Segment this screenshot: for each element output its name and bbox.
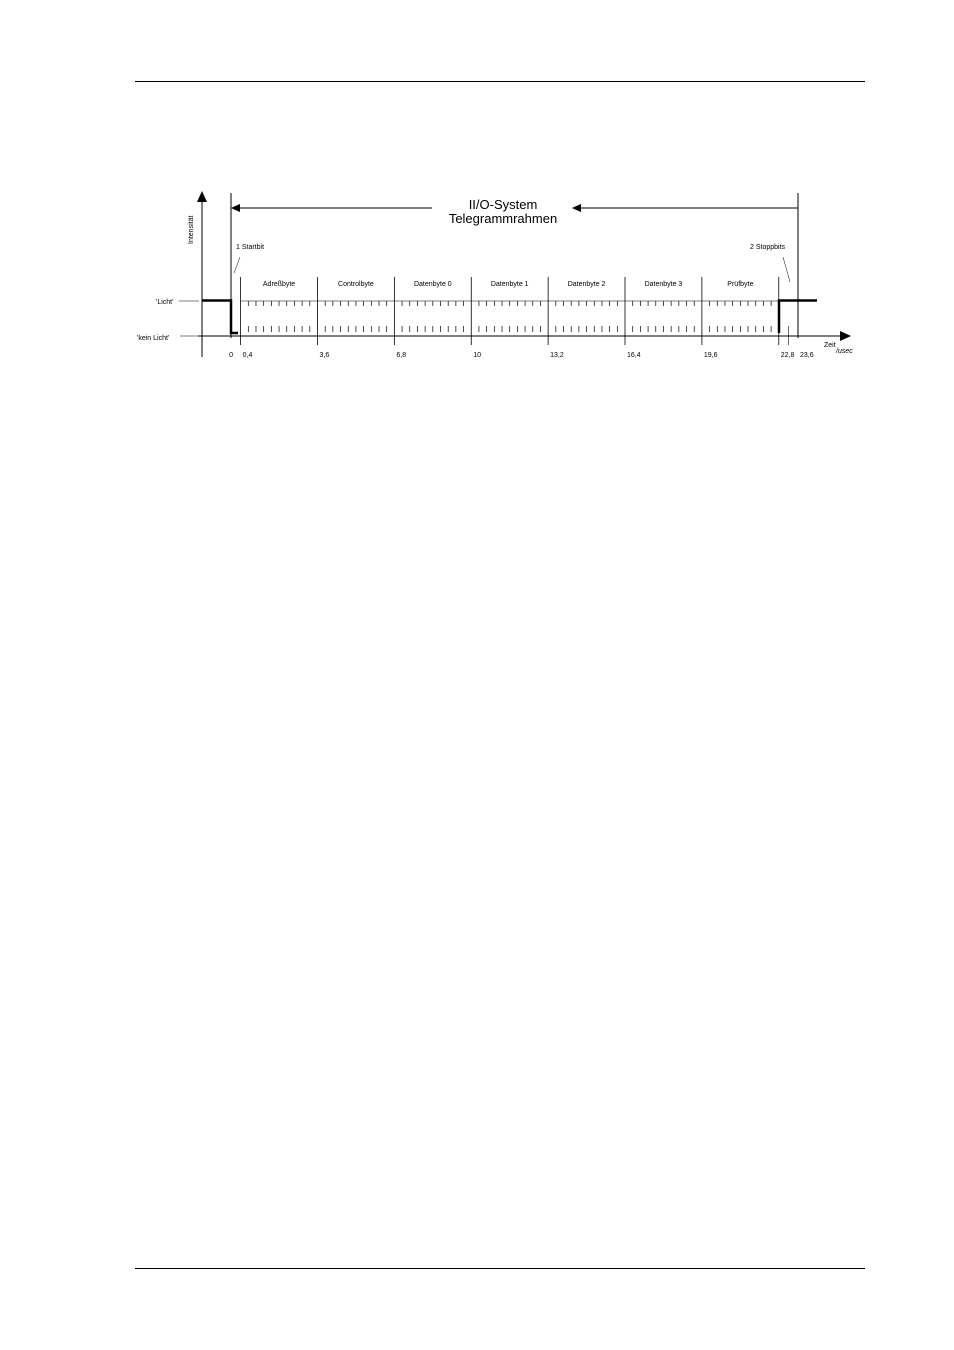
byte-label: Datenbyte 2 (567, 281, 606, 288)
y-axis-arrowhead (197, 191, 207, 202)
level-low-label: 'kein Licht' (137, 335, 170, 342)
x-axis-unit: /usec (836, 348, 853, 355)
startbit-label: 1 Startbit (236, 244, 265, 251)
byte-label: Datenbyte 3 (644, 281, 683, 288)
byte-label: Controlbyte (338, 281, 374, 288)
byte-label: Adreßbyte (262, 281, 296, 288)
time-tick-label: 6,8 (396, 352, 407, 359)
stopbits-leader (783, 257, 790, 282)
time-tick-label: 19,6 (703, 352, 718, 359)
time-tick-label: 10 (473, 352, 482, 359)
time-tick-label: 3,6 (319, 352, 330, 359)
byte-label: Datenbyte 0 (413, 281, 452, 288)
time-tick-label: 13,2 (550, 352, 564, 359)
diagram-title-line1: II/O-System (468, 197, 538, 212)
footer-rule (135, 1268, 865, 1269)
time-tick-label: 0 (229, 352, 233, 359)
level-high-label: 'Licht' (156, 299, 174, 306)
x-axis-arrowhead (840, 331, 851, 341)
signal-waveform (202, 301, 238, 334)
y-axis-label: Intensität (188, 215, 195, 244)
startbit-leader (234, 257, 240, 273)
x-axis-label: Zeit (824, 342, 836, 349)
diagram-title-line2: Telegrammrahmen (448, 211, 558, 226)
time-ticks (229, 352, 814, 359)
time-tick-label: 16,4 (627, 352, 641, 359)
time-tick-label: 23,6 (800, 352, 814, 359)
byte-label: Datenbyte 1 (490, 281, 529, 288)
byte-fields (241, 277, 789, 345)
byte-label: Prüfbyte (727, 281, 754, 288)
stopbits-label: 2 Stoppbits (750, 244, 786, 251)
time-tick-label: 0,4 (242, 352, 253, 359)
time-tick-label: 22,8 (780, 352, 795, 359)
frame-arrow-left-head (231, 204, 240, 212)
frame-arrow-right-head (572, 204, 581, 212)
